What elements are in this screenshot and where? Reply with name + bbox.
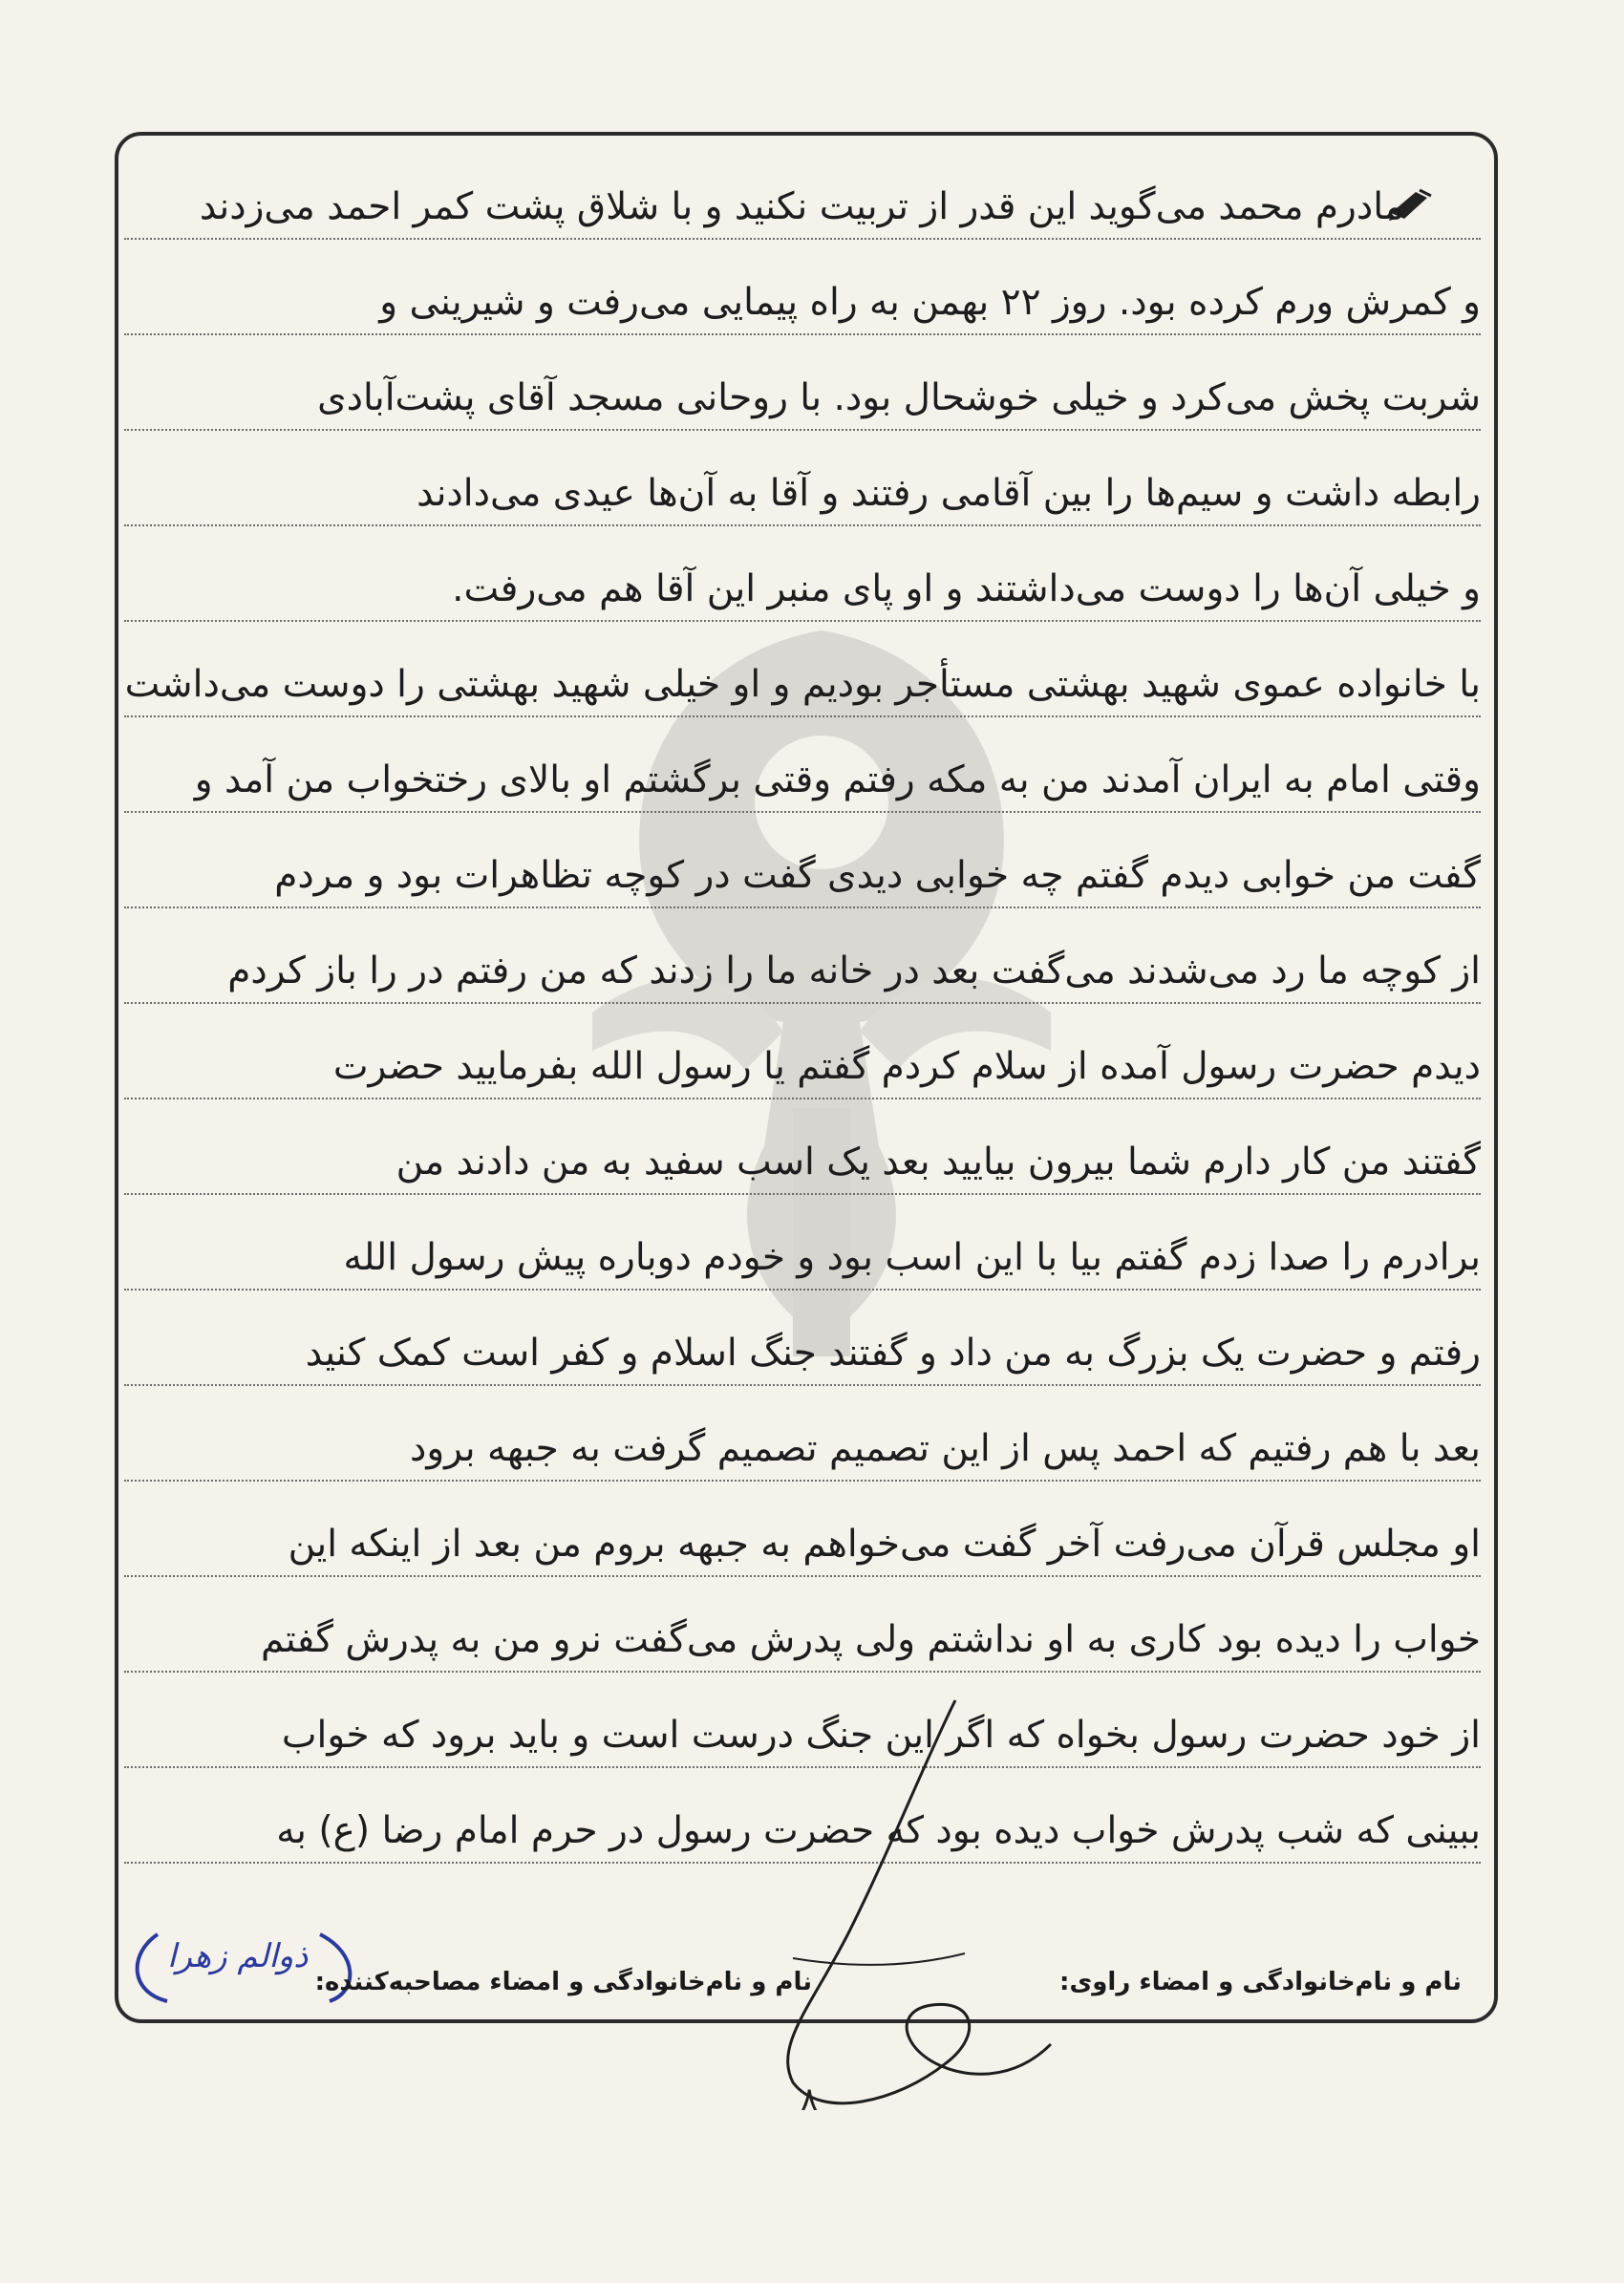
- narrator-signature-label: نام و نام‌خانوادگی و امضاء راوی:: [1059, 1968, 1462, 1996]
- text-line: مادرم محمد می‌گوید این قدر از تربیت نکنید و با شلاق پشت کمر احمد می‌زدند: [124, 177, 1481, 240]
- text-line: گفتند من کار دارم شما بیرون بیایید بعد یک اسب سفید به من دادند من: [124, 1132, 1481, 1195]
- text-line: برادرم را صدا زدم گفتم بیا با این اسب بود و خودم دوباره پیش رسول الله: [124, 1227, 1481, 1291]
- text-line: دیدم حضرت رسول آمده از سلام کردم گفتم یا رسول الله بفرمایید حضرت: [124, 1036, 1481, 1099]
- page-number: ۸: [801, 2080, 819, 2119]
- interviewer-signature-label: نام و نام‌خانوادگی و امضاء مصاحبه‌کننده:: [314, 1968, 812, 1996]
- signature-footer: [124, 1958, 1481, 2016]
- text-line: خواب را دیده بود کاری به او نداشتم ولی پدرش می‌گفت نرو من به پدرش گفتم: [124, 1610, 1481, 1673]
- text-line: ببینی که شب پدرش خواب دیده بود که حضرت رسول در حرم امام رضا (ع) به: [124, 1801, 1481, 1864]
- text-line: او مجلس قرآن می‌رفت آخر گفت می‌خواهم به جبهه بروم من بعد از اینکه این: [124, 1514, 1481, 1577]
- text-line: از کوچه ما رد می‌شدند می‌گفت بعد در خانه ما را زدند که من رفتم در را باز کردم: [124, 941, 1481, 1004]
- text-line: گفت من خوابی دیدم گفتم چه خوابی دیدی گفت در کوچه تظاهرات بود و مردم: [124, 845, 1481, 908]
- narrator-signature: ذوالم زهرا: [167, 1937, 309, 1975]
- text-line: و خیلی آن‌ها را دوست می‌داشتند و او پای منبر این آقا هم می‌رفت.: [124, 559, 1481, 622]
- text-line: و کمرش ورم کرده بود. روز ۲۲ بهمن به راه پیمایی می‌رفت و شیرینی و: [124, 272, 1481, 335]
- text-line: رفتم و حضرت یک بزرگ به من داد و گفتند جنگ اسلام و کفر است کمک کنید: [124, 1323, 1481, 1386]
- text-line: رابطه داشت و سیم‌ها را بین آقامی رفتند و آقا به آن‌ها عیدی می‌دادند: [124, 463, 1481, 526]
- text-line: وقتی امام به ایران آمدند من به مکه رفتم وقتی برگشتم او بالای رختخواب من آمد و: [124, 750, 1481, 813]
- text-line: با خانواده عموی شهید بهشتی مستأجر بودیم و او خیلی شهید بهشتی را دوست می‌داشت: [124, 654, 1481, 717]
- text-line: شربت پخش می‌کرد و خیلی خوشحال بود. با روحانی مسجد آقای پشت‌آبادی: [124, 368, 1481, 431]
- text-line: بعد با هم رفتیم که احمد پس از این تصمیم تصمیم گرفت به جبهه برود: [124, 1419, 1481, 1482]
- interviewer-signature: [736, 1681, 1060, 2121]
- text-line: از خود حضرت رسول بخواه که اگر این جنگ درست است و باید برود که خواب: [124, 1705, 1481, 1768]
